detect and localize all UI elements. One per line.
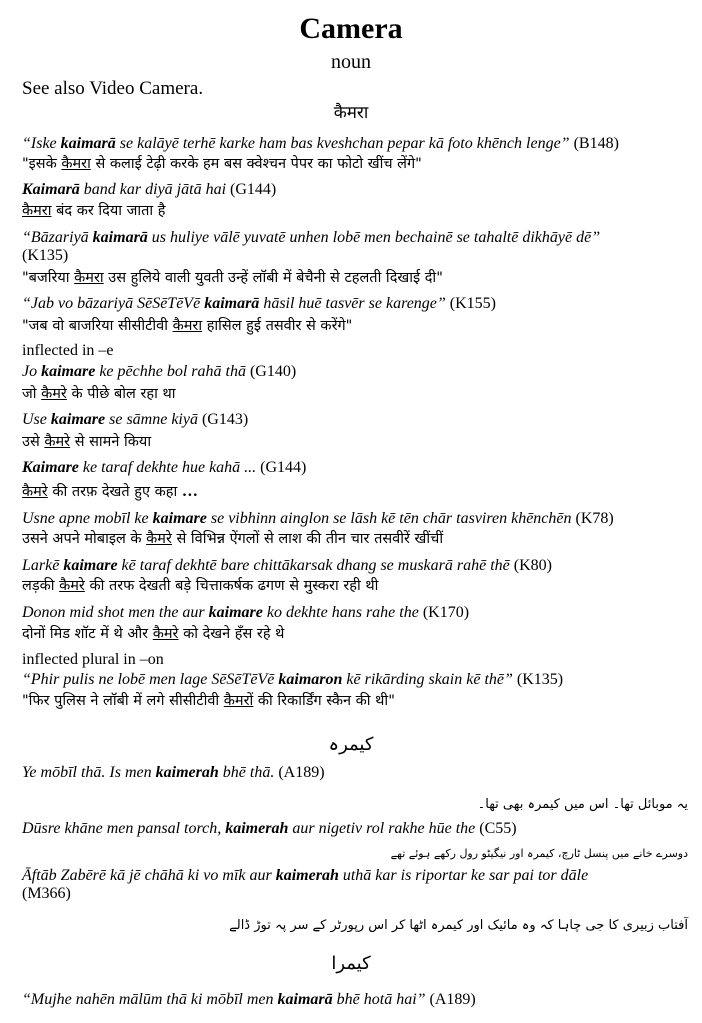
example-hindi: दोनों मिड शॉट में थे और कैमरे को देखने हँस रहे थे [22,626,285,642]
headword: Camera [299,12,403,45]
example-reference: (M366) [22,885,71,902]
see-also-note: See also Video Camera. [22,78,204,99]
urdu-headword: کیمرہ [328,734,374,755]
example-hindi: उसे कैमरे से सामने किया [22,434,152,450]
example-transliteration: Donon mid shot men the aur kaimare ko dekhte hans rahe the (K170) [22,604,470,621]
example-transliteration: “Bāzariyā kaimarā us huliye vālē yuvatē unhen lobē men bechainē se tahaltē dikhāyē dē” [22,229,601,246]
part-of-speech: noun [331,51,371,73]
example-hindi: जो कैमरे के पीछे बोल रहा था [22,386,176,402]
urdu-headword-alt: کیمرا [331,953,371,974]
example-hindi: उसने अपने मोबाइल के कैमरे से विभिन्न ऐंगलों से लाश की तीन चार तसवीरें खींचीं [22,531,444,547]
example-hindi: "फिर पुलिस ने लॉबी में लगे सीसीटीवी कैमरों की रिकार्डिंग स्कैन की थी" [22,693,395,709]
example-transliteration: Larkē kaimare kē taraf dekhtē bare chittākarsak dhang se muskarā rahē thē (K80) [22,557,552,574]
example-transliteration: Usne apne mobīl ke kaimare se vibhinn ainglon se lāsh kē tēn chār tasviren khēnchēn (K78) [22,510,614,527]
example-transliteration: Ye mōbīl thā. Is men kaimerah bhē thā. (A189) [22,764,325,781]
example-urdu: دوسرے خانے میں پنسل ٹارچ، کیمرہ اور نیگیٹو رول رکھے ہوئے تھے [390,847,688,860]
example-transliteration: Jo kaimare ke pēchhe bol rahā thā (G140) [22,363,297,380]
example-transliteration: Āftāb Zabērē kā jē chāhā ki vo mīk aur kaimerah uthā kar is riportar ke sar pai tor dāle [22,867,589,884]
example-transliteration: Use kaimare se sāmne kiyā (G143) [22,411,249,428]
section-label: inflected plural in –on [22,651,164,668]
example-transliteration: Dūsre khāne men pansal torch, kaimerah aur nigetiv rol rakhe hūe the (C55) [22,820,517,837]
devanagari-headword: कैमरा [333,103,369,123]
example-reference: (K135) [22,247,69,264]
example-urdu: آفتاب زبیری کا جی چاہا کہ وہ مائیک اور کیمرہ اٹھا کر اس رپورٹر کے سر پہ توڑ ڈالے [229,918,688,933]
example-transliteration: “Jab vo bāzariyā SēSēTēVē kaimarā hāsil huē tasvēr se karenge” (K155) [22,295,497,312]
example-hindi: "जब वो बाजरिया सीसीटीवी कैमरा हासिल हुई तसवीर से करेंगे" [22,318,353,334]
example-transliteration: Kaimarā band kar diyā jātā hai (G144) [22,181,277,198]
example-hindi: "इसके कैमरा से कलाई टेढ़ी करके हम बस क्वेश्चन पेपर का फोटो खींच लेंगे" [22,156,422,172]
example-hindi: कैमरा बंद कर दिया जाता है [22,203,166,219]
section-label: inflected in –e [22,342,114,359]
example-transliteration: “Iske kaimarā se kalāyē terhē karke ham bas kveshchan pepar kā foto khēnch lenge” (B148) [22,135,619,152]
example-transliteration: “Phir pulis ne lobē men lage SēSēTēVē kaimaron kē rikārding skain kē thē” (K135) [22,671,564,688]
example-hindi: कैमरे की तरफ़ देखते हुए कहा … [22,483,198,500]
example-hindi: लड़की कैमरे की तरफ देखती बड़े चित्ताकर्षक ढगण से मुस्करा रही थी [22,578,379,594]
example-urdu: یہ موبائل تھا۔ اس میں کیمرہ بھی تھا۔ [477,797,688,812]
example-hindi: "बजरिया कैमरा उस हुलिये वाली युवती उन्हें लॉबी में बेचैनी से टहलती दिखाई दी" [22,270,443,286]
example-transliteration: “Mujhe nahēn mālūm thā ki mōbīl men kaimarā bhē hotā hai” (A189) [22,991,476,1008]
example-transliteration: Kaimare ke taraf dekhte hue kahā ... (G144) [22,459,307,476]
